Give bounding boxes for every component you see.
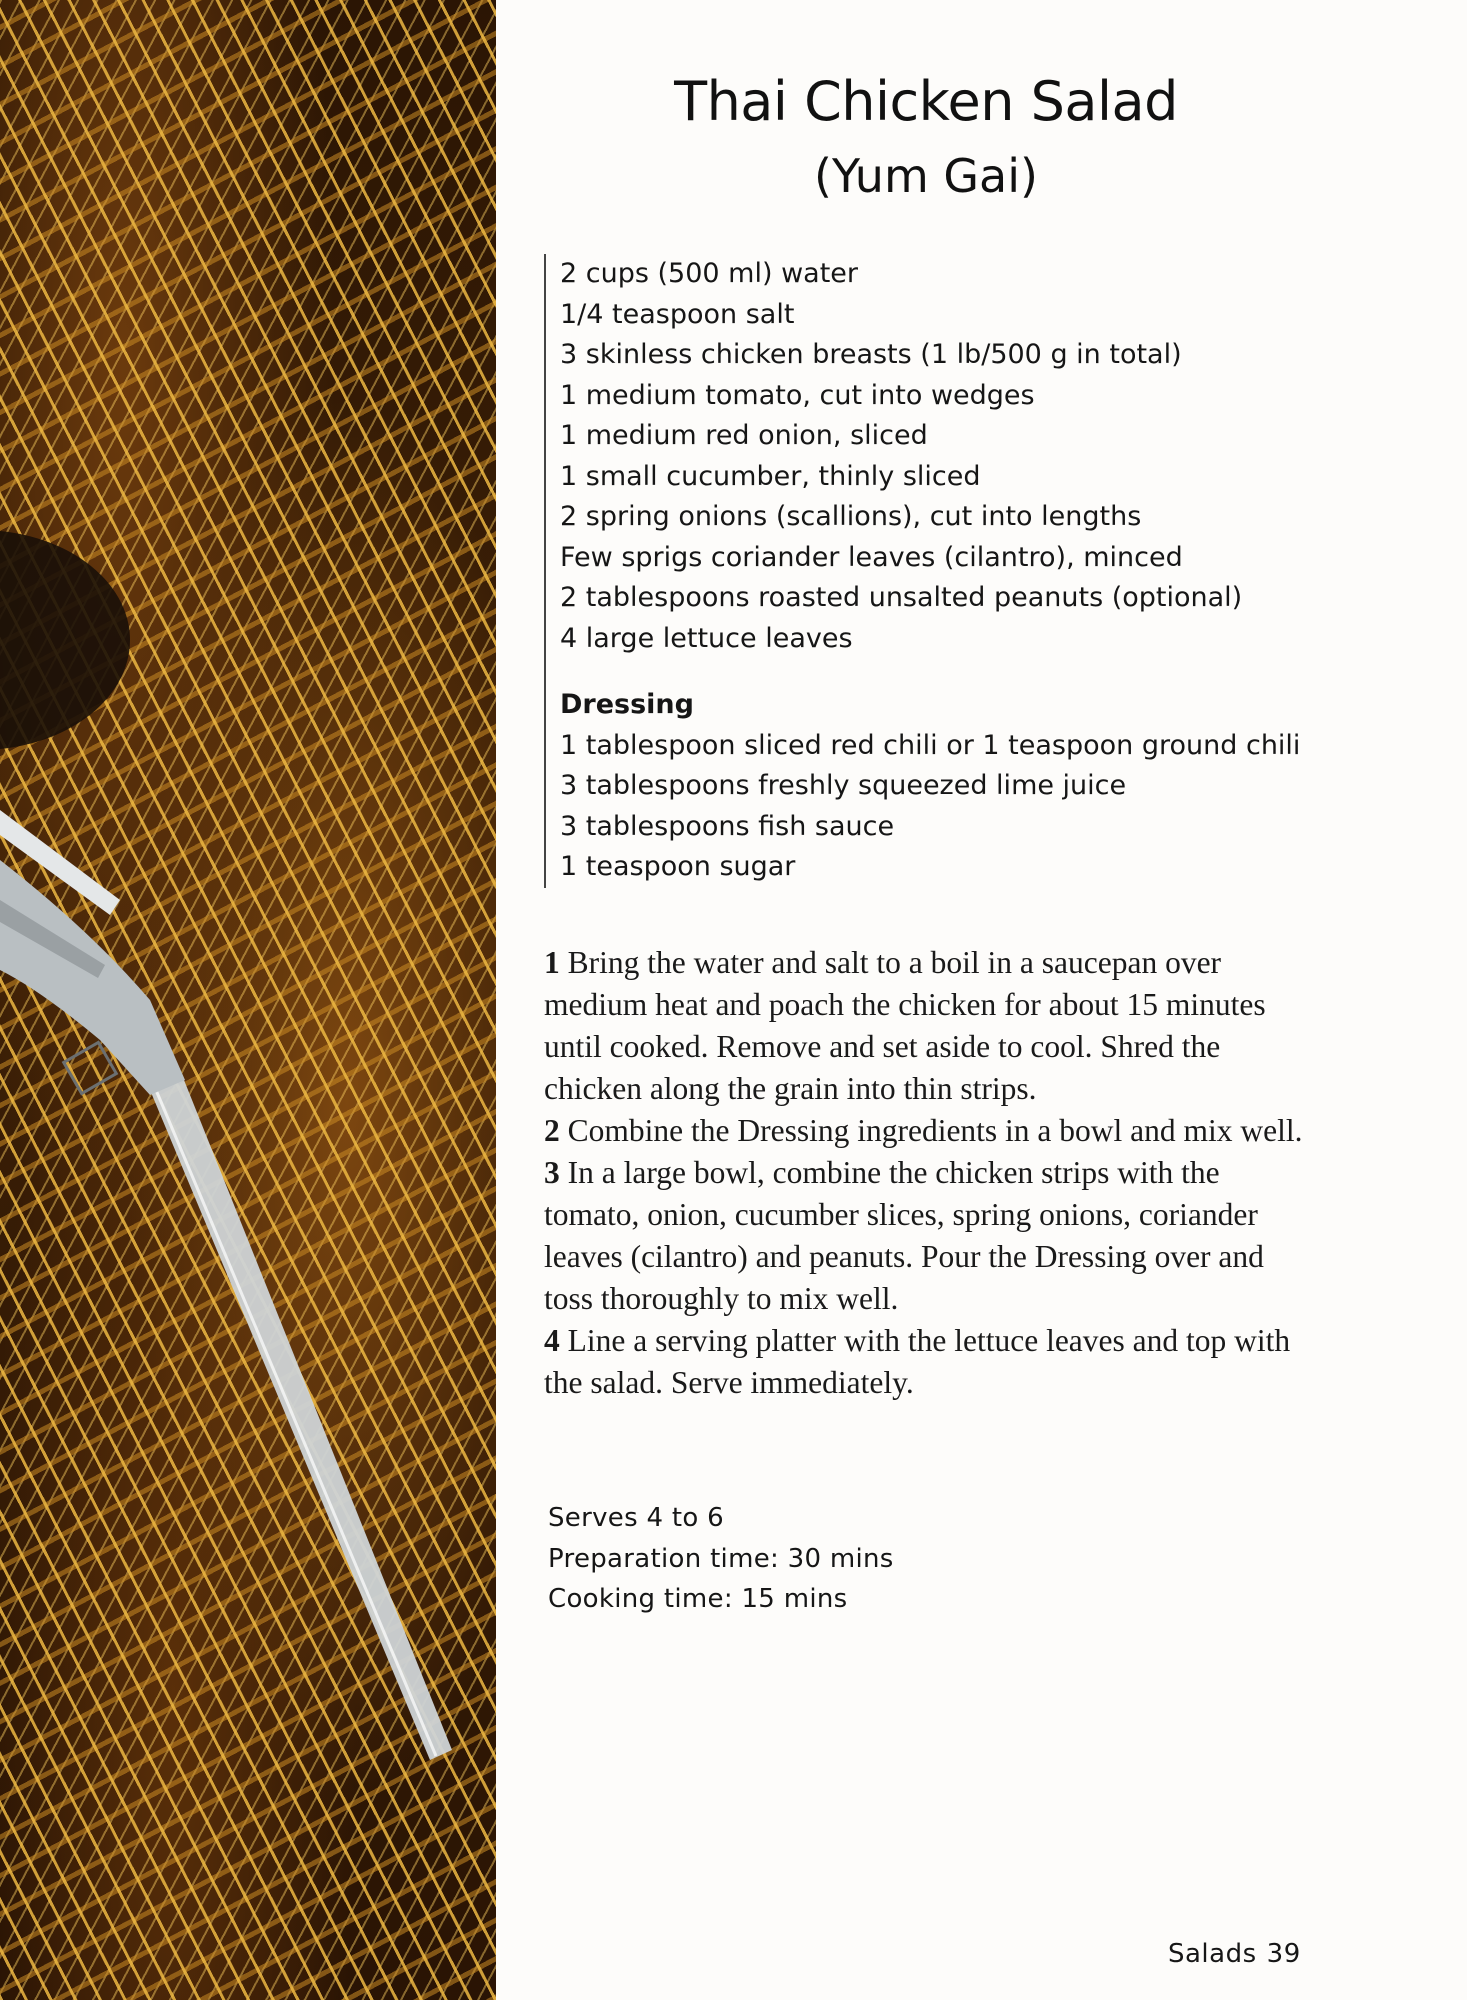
section-name: Salads [1168, 1939, 1257, 1969]
step-number: 2 [544, 1113, 560, 1148]
step-number: 1 [544, 945, 560, 980]
ingredient-item: 1 medium red onion, sliced [560, 420, 928, 451]
step-text: Line a serving platter with the lettuce leaves and top with the salad. Serve immediately. [544, 1323, 1291, 1400]
dressing-item: 3 tablespoons freshly squeezed lime juice [560, 770, 1127, 801]
step [544, 1320, 1304, 1404]
ingredient-list [560, 254, 1360, 659]
ingredient-item: 2 tablespoons roasted unsalted peanuts (optional) [560, 582, 1243, 613]
recipe-subtitle: (Yum Gai) [814, 149, 1038, 203]
step-number: 3 [544, 1155, 560, 1190]
dressing-item: 3 tablespoons fish sauce [560, 810, 895, 842]
recipe-content [496, 0, 1467, 2000]
cook-time: Cooking time: 15 mins [548, 1584, 848, 1614]
ingredient-item: Few sprigs coriander leaves (cilantro), minced [560, 541, 1183, 573]
page-footer [1168, 1939, 1301, 1969]
step-text: In a large bowl, combine the chicken strips with the tomato, onion, cucumber slices, spring onions, coriander leaves (cilantro) and peanuts. Pour the Dressing over and toss thoroughly to mix well. [544, 1155, 1264, 1316]
dressing-heading: Dressing [560, 689, 694, 720]
dressing-item: 1 tablespoon sliced red chili or 1 teaspoon ground chili [560, 729, 1301, 761]
ingredient-item: 1 small cucumber, thinly sliced [560, 460, 981, 492]
ingredient-item: 1/4 teaspoon salt [560, 298, 795, 330]
dressing-list [560, 726, 1360, 888]
method-steps [544, 942, 1304, 1404]
dressing-item: 1 teaspoon sugar [560, 851, 796, 882]
page-number: 39 [1266, 1939, 1301, 1969]
step [544, 1110, 1304, 1152]
recipe-title: Thai Chicken Salad [674, 70, 1178, 133]
step-text: Combine the Dressing ingredients in a bowl and mix well. [567, 1113, 1303, 1148]
step-number: 4 [544, 1323, 560, 1358]
ingredient-item: 1 medium tomato, cut into wedges [560, 379, 1035, 411]
recipe-meta [548, 1498, 894, 1620]
step [544, 1152, 1304, 1320]
ingredient-item: 2 cups (500 ml) water [560, 258, 859, 289]
ingredient-item: 3 skinless chicken breasts (1 lb/500 g in total) [560, 339, 1182, 370]
fork-illustration [0, 0, 496, 2000]
ingredient-item: 4 large lettuce leaves [560, 622, 853, 654]
ingredient-item: 2 spring onions (scallions), cut into lengths [560, 501, 1142, 532]
step [544, 942, 1304, 1110]
prep-time: Preparation time: 30 mins [548, 1543, 894, 1574]
ingredients-block [544, 254, 1360, 888]
serves: Serves 4 to 6 [548, 1503, 724, 1533]
food-photo [0, 0, 496, 2000]
step-text: Bring the water and salt to a boil in a saucepan over medium heat and poach the chicken for about 15 minutes until cooked. Remove and set aside to cool. Shred the chicken along the grain into thin strips. [544, 945, 1266, 1106]
